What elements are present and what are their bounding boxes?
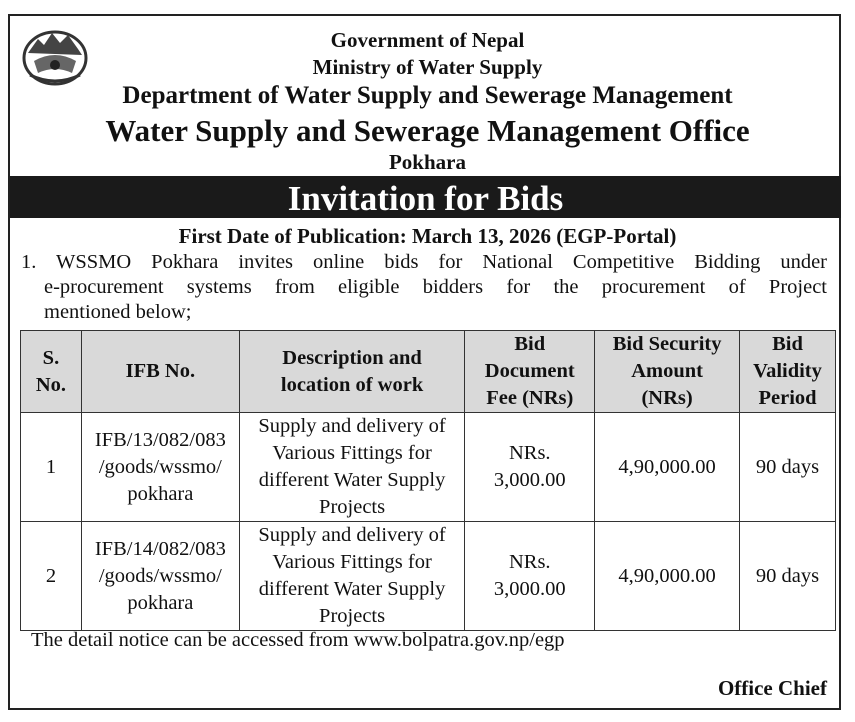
cell-line: pokhara [127,482,194,505]
header-government: Government of Nepal [330,28,525,52]
intro-line: 1. WSSMO Pokhara invites online bids for National Competitive Bidding under [21,251,827,273]
cell-line: IFB/13/082/083 [94,428,226,451]
cell-security: 4,90,000.00 [595,413,740,522]
header-department: Department of Water Supply and Sewerage Management [122,82,733,109]
cell-line: (NRs) [641,387,693,409]
cell-line: Various Fittings for [272,551,432,573]
cell-line: Period [758,387,817,409]
col-header-fee [465,331,595,413]
signature-office-chief: Office Chief [717,676,827,700]
cell-validity: 90 days [740,413,836,522]
notice-title-banner: Invitation for Bids [10,176,841,218]
cell-sn: 1 [21,413,82,522]
cell-validity: 90 days [740,522,836,631]
table-row [21,522,836,631]
header-office: Water Supply and Sewerage Management Office [105,113,750,148]
cell-ifb [81,413,239,522]
cell-line: Various Fittings for [272,442,432,464]
cell-line: Projects [319,605,386,627]
cell-fee [465,413,595,522]
cell-line: IFB/14/082/083 [94,537,226,560]
cell-line: NRs. [508,551,551,573]
bids-table-header [21,331,836,413]
table-row [21,413,836,522]
header-ministry: Ministry of Water Supply [312,55,543,79]
cell-line: Supply and delivery of [258,415,446,437]
cell-line: Bid [772,333,803,355]
cell-line: different Water Supply [258,578,446,600]
cell-line: No. [35,373,67,396]
cell-line: location of work [280,373,424,396]
cell-line: /goods/wssmo/ [98,455,222,478]
header-location: Pokhara [388,150,466,174]
col-header-ifb [81,331,239,413]
publication-date: First Date of Publication: March 13, 2026 (EGP-Portal) [178,224,677,248]
cell-description [239,522,465,631]
col-header-sn [21,331,82,413]
cell-sn: 2 [21,522,82,631]
col-header-description [239,331,465,413]
footer-note: The detail notice can be accessed from www.bolpatra.gov.np/egp [31,629,565,651]
intro-line: e-procurement systems from eligible bidders for the procurement of Project [44,276,827,298]
cell-line: pokhara [127,591,194,614]
col-header-security [595,331,740,413]
cell-line: 3,000.00 [493,578,566,600]
cell-line: Supply and delivery of [258,524,446,546]
cell-line: Document [484,360,575,382]
intro-line: mentioned below; [44,301,192,323]
bids-table [20,330,836,631]
cell-line: Projects [319,496,386,518]
cell-line: NRs. [508,442,551,464]
cell-line: 3,000.00 [493,469,566,491]
cell-line: Description and [282,346,422,369]
cell-security: 4,90,000.00 [595,522,740,631]
col-header-validity [740,331,836,413]
cell-line: Validity [753,360,822,382]
cell-fee [465,522,595,631]
cell-line: Bid Security [612,333,722,355]
header-row [21,331,836,413]
bids-table-body [21,413,836,631]
cell-line: different Water Supply [258,469,446,491]
cell-description [239,413,465,522]
cell-line: Fee (NRs) [486,387,574,409]
cell-line: S. [42,346,60,369]
cell-ifb [81,522,239,631]
cell-line: /goods/wssmo/ [98,564,222,587]
cell-line: Amount [631,360,703,382]
cell-line: IFB No. [125,360,196,382]
cell-line: Bid [514,333,546,355]
intro-paragraph [21,250,827,325]
